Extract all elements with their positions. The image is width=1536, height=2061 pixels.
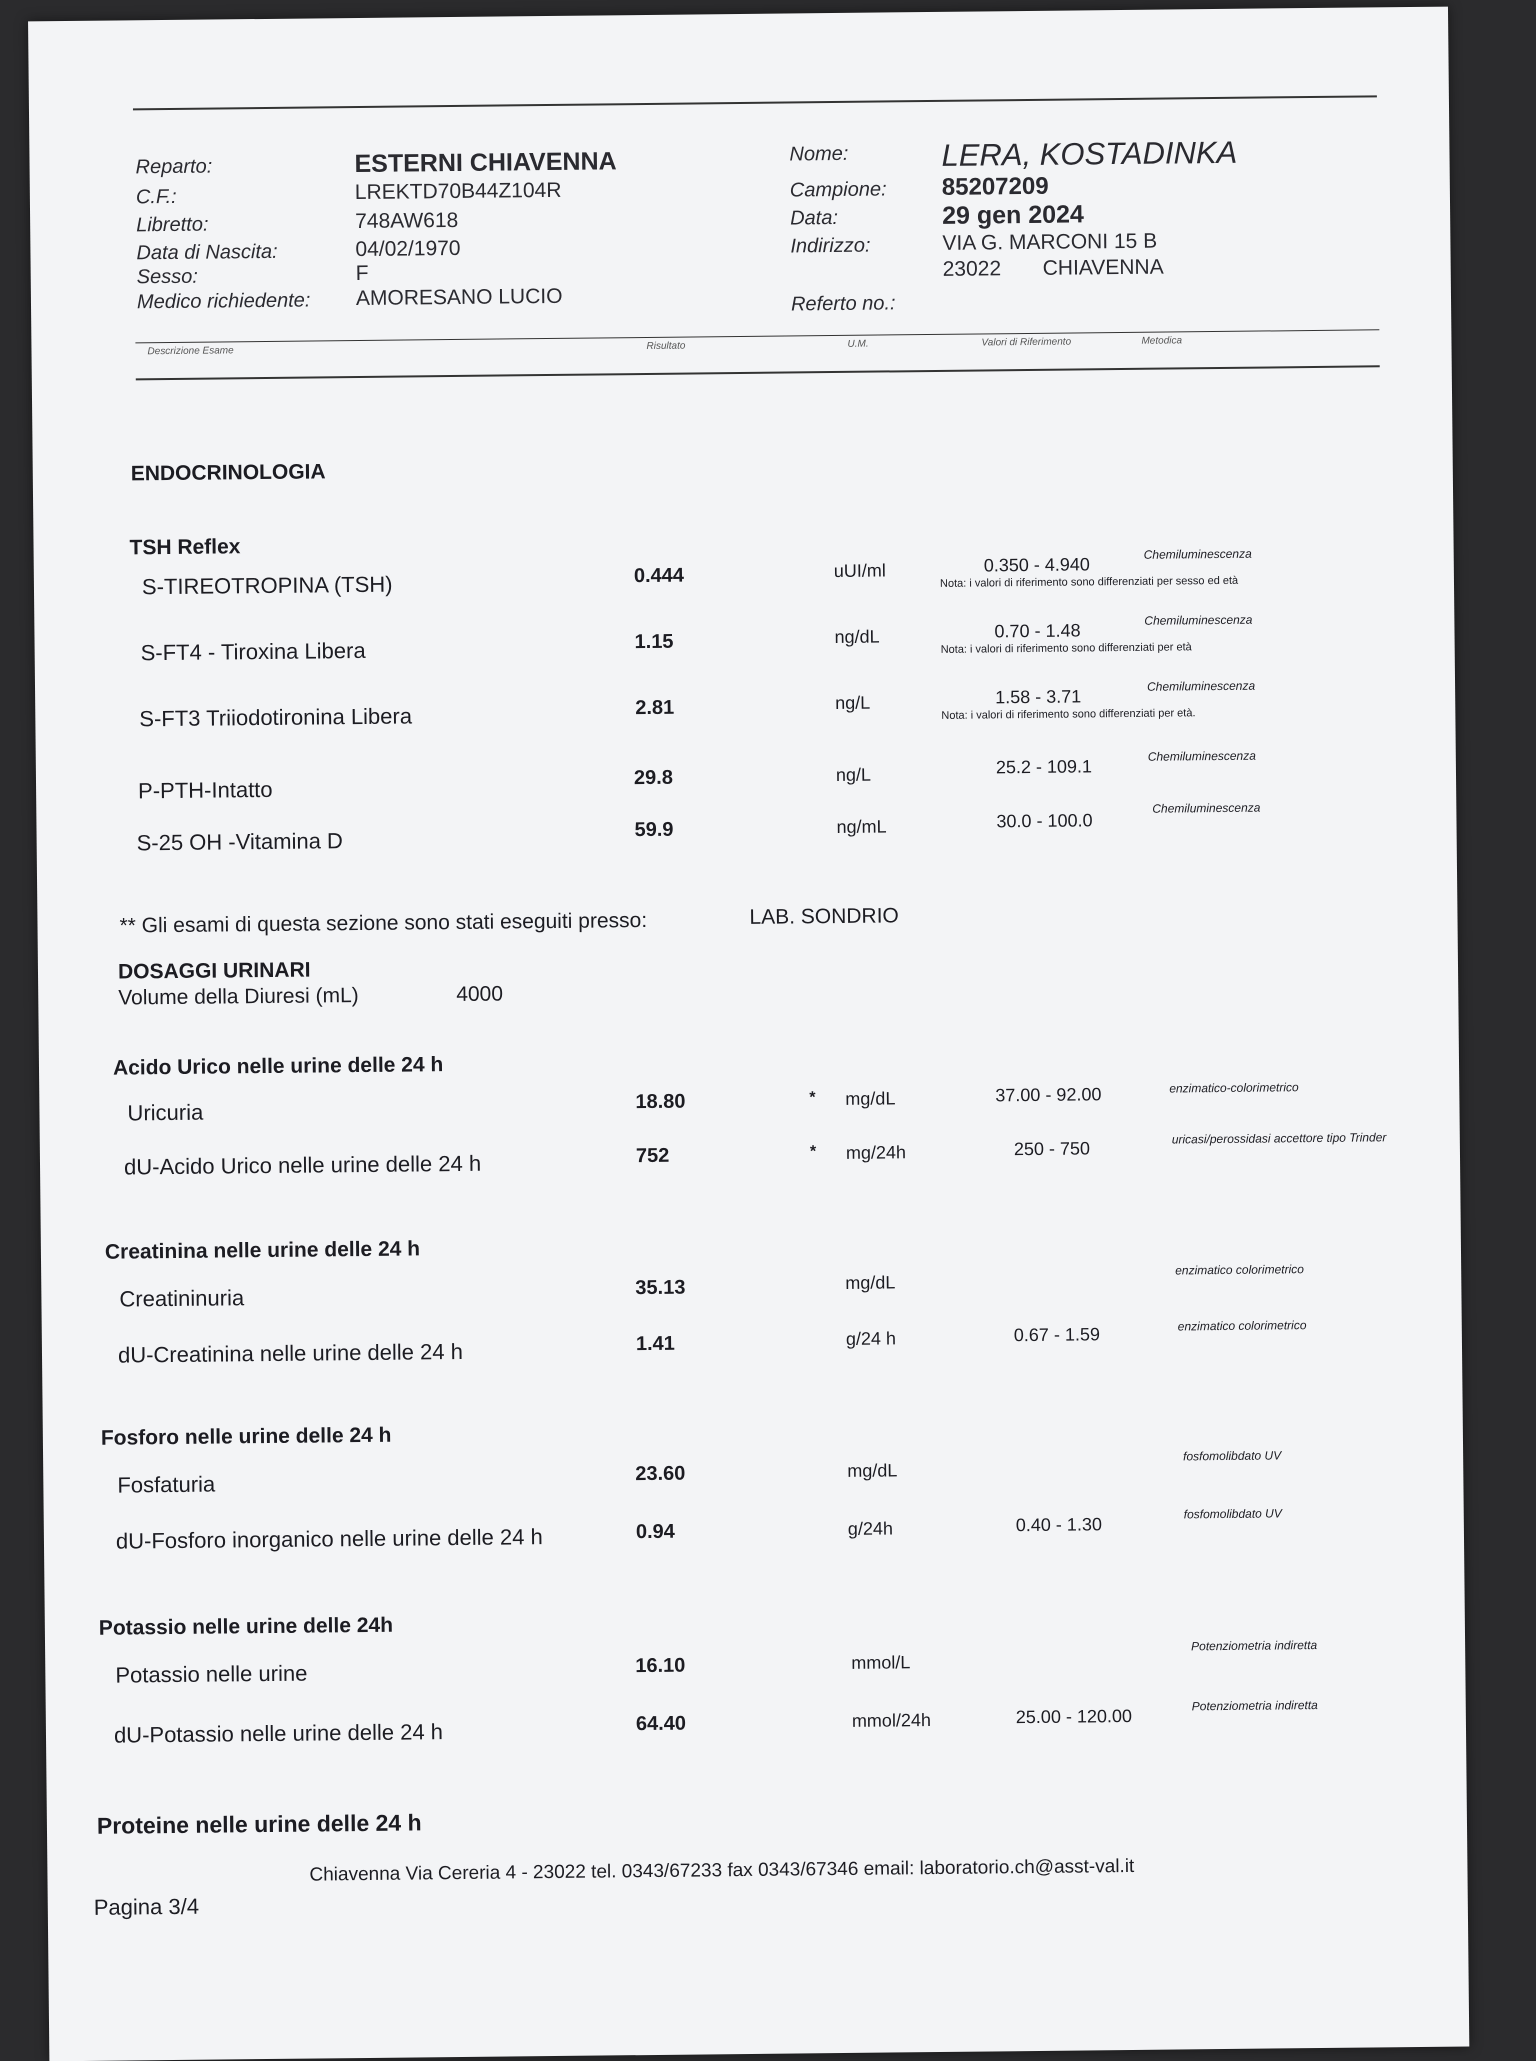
group-title-fosforo: Fosforo nelle urine delle 24 h	[100, 1423, 392, 1450]
test-method: Potenziometria indiretta	[1191, 1698, 1318, 1714]
group-title-tsh-reflex: TSH Reflex	[129, 535, 241, 560]
test-method: fosfomolibdato UV	[1183, 1506, 1282, 1522]
test-result: 2.81	[635, 696, 675, 720]
cf-value: LREKTD70B44Z104R	[354, 178, 562, 205]
test-name: P-PTH-Intatto	[137, 776, 273, 804]
test-method: uricasi/perossidasi accettore tipo Trinder	[1171, 1130, 1387, 1147]
report-page	[28, 7, 1469, 2061]
test-result: 0.94	[635, 1520, 675, 1544]
sesso-value: F	[355, 261, 369, 286]
test-result: 23.60	[635, 1462, 686, 1486]
indirizzo-value: VIA G. MARCONI 15 B	[942, 229, 1158, 255]
test-um: mg/24h	[845, 1142, 907, 1163]
test-result: 0.444	[633, 564, 685, 588]
test-method: enzimatico-colorimetrico	[1169, 1080, 1299, 1096]
test-name: Uricuria	[127, 1099, 204, 1126]
test-name: dU-Fosforo inorganico nelle urine delle 24 h	[115, 1524, 543, 1554]
col-um: U.M.	[847, 338, 869, 350]
test-name: S-FT3 Triiodotironina Libera	[139, 703, 413, 732]
column-rule-bottom	[136, 365, 1380, 380]
test-name: dU-Acido Urico nelle urine delle 24 h	[123, 1150, 482, 1180]
test-um: g/24h	[847, 1518, 894, 1539]
test-ref: 0.70 - 1.48	[994, 620, 1081, 642]
volume-value: 4000	[456, 982, 504, 1007]
test-note: Nota: i valori di riferimento sono differenziati per sesso ed età	[939, 574, 1239, 590]
test-result: 18.80	[635, 1090, 686, 1114]
group-title-proteine: Proteine nelle urine delle 24 h	[96, 1809, 422, 1839]
group-title-potassio: Potassio nelle urine delle 24h	[98, 1613, 394, 1640]
col-risultato: Risultato	[646, 340, 686, 352]
volume-label: Volume della Diuresi (mL)	[118, 984, 359, 1010]
test-result: 59.9	[634, 818, 674, 842]
section-title-dosaggi-urinari: DOSAGGI URINARI	[117, 958, 311, 984]
test-result: 1.15	[634, 630, 674, 654]
lab-note: ** Gli esami di questa sezione sono stati eseguiti presso:	[119, 909, 648, 938]
test-um: ng/mL	[836, 816, 887, 838]
campione-label: Campione:	[789, 178, 887, 202]
reparto-label: Reparto:	[135, 155, 213, 179]
test-note: Nota: i valori di riferimento sono differenziati per età.	[941, 707, 1196, 722]
test-um: ng/L	[835, 692, 871, 714]
abnormal-flag: *	[809, 1089, 816, 1107]
test-um: ng/L	[835, 764, 872, 786]
test-result: 1.41	[635, 1332, 675, 1356]
abnormal-flag: *	[809, 1143, 817, 1161]
libretto-label: Libretto:	[136, 213, 209, 237]
campione-value: 85207209	[941, 172, 1049, 201]
test-um: g/24 h	[845, 1328, 897, 1349]
test-method: Chemiluminescenza	[1147, 748, 1256, 764]
test-ref: 25.00 - 120.00	[1015, 1705, 1133, 1728]
cap-value: 23022	[942, 257, 1002, 281]
test-ref: 37.00 - 92.00	[995, 1084, 1102, 1106]
test-method: enzimatico colorimetrico	[1177, 1318, 1307, 1334]
col-metodica: Metodica	[1141, 335, 1183, 347]
test-note: Nota: i valori di riferimento sono differenziati per età	[940, 641, 1192, 656]
group-title-creatinina: Creatinina nelle urine delle 24 h	[104, 1237, 421, 1264]
test-um: mg/dL	[845, 1088, 896, 1109]
test-um: mmol/24h	[851, 1710, 932, 1731]
test-um: uUI/ml	[833, 560, 886, 582]
test-ref: 30.0 - 100.0	[996, 810, 1093, 832]
test-ref: 25.2 - 109.1	[995, 756, 1093, 778]
test-ref: 0.67 - 1.59	[1013, 1324, 1101, 1346]
nome-value: LERA, KOSTADINKA	[941, 134, 1238, 173]
test-method: Chemiluminescenza	[1144, 612, 1253, 628]
test-method: Chemiluminescenza	[1143, 546, 1252, 562]
col-descrizione: Descrizione Esame	[147, 345, 234, 358]
test-um: mmol/L	[851, 1652, 911, 1673]
reparto-value: ESTERNI CHIAVENNA	[354, 147, 617, 179]
test-um: mg/dL	[847, 1460, 898, 1481]
indirizzo-label: Indirizzo:	[790, 234, 871, 258]
test-ref: 0.40 - 1.30	[1015, 1514, 1103, 1536]
nome-label: Nome:	[789, 142, 849, 166]
test-ref: 0.350 - 4.940	[983, 554, 1090, 576]
test-result: 35.13	[635, 1276, 686, 1300]
medico-value: AMORESANO LUCIO	[355, 284, 563, 311]
test-um: mg/dL	[845, 1272, 896, 1293]
test-method: enzimatico colorimetrico	[1175, 1262, 1304, 1278]
test-name: dU-Creatinina nelle urine delle 24 h	[117, 1338, 464, 1368]
section-title-endocrinologia: ENDOCRINOLOGIA	[130, 460, 326, 486]
test-name: S-TIREOTROPINA (TSH)	[141, 571, 393, 600]
test-name: S-FT4 - Tiroxina Libera	[140, 637, 366, 666]
citta-value: CHIAVENNA	[1042, 255, 1164, 280]
footer-address: Chiavenna Via Cereria 4 - 23022 tel. 0343/67233 fax 0343/67346 email: laboratorio.ch@asst-val.it	[309, 1855, 1135, 1886]
col-valori: Valori di Riferimento	[981, 336, 1072, 349]
test-name: Fosfaturia	[117, 1471, 216, 1498]
test-method: Chemiluminescenza	[1146, 678, 1256, 694]
referto-label: Referto no.:	[790, 292, 896, 316]
medico-label: Medico richiedente:	[136, 289, 311, 314]
test-name: Potassio nelle urine	[115, 1660, 308, 1688]
group-title-acido-urico: Acido Urico nelle urine delle 24 h	[112, 1053, 444, 1080]
test-result: 16.10	[635, 1654, 686, 1678]
test-method: Chemiluminescenza	[1152, 800, 1261, 816]
nascita-value: 04/02/1970	[355, 236, 461, 262]
libretto-value: 748AW618	[355, 208, 459, 234]
nascita-label: Data di Nascita:	[136, 240, 278, 265]
test-result: 752	[635, 1144, 670, 1168]
test-ref: 1.58 - 3.71	[995, 686, 1082, 708]
test-result: 29.8	[633, 766, 674, 790]
top-rule	[133, 95, 1377, 110]
test-name: dU-Potassio nelle urine delle 24 h	[113, 1719, 444, 1748]
page-number: Pagina 3/4	[93, 1893, 200, 1920]
test-method: fosfomolibdato UV	[1183, 1448, 1282, 1464]
test-name: Creatininuria	[119, 1285, 245, 1312]
test-result: 64.40	[635, 1712, 687, 1736]
test-name: S-25 OH -Vitamina D	[136, 828, 343, 856]
test-ref: 250 - 750	[1013, 1138, 1091, 1160]
lab-name: LAB. SONDRIO	[749, 904, 899, 929]
cf-label: C.F.:	[135, 185, 177, 209]
data-label: Data:	[790, 206, 839, 230]
test-um: ng/dL	[834, 626, 880, 648]
data-value: 29 gen 2024	[941, 200, 1085, 230]
column-rule-top	[135, 329, 1379, 343]
test-method: Potenziometria indiretta	[1191, 1638, 1318, 1654]
sesso-label: Sesso:	[136, 265, 198, 289]
